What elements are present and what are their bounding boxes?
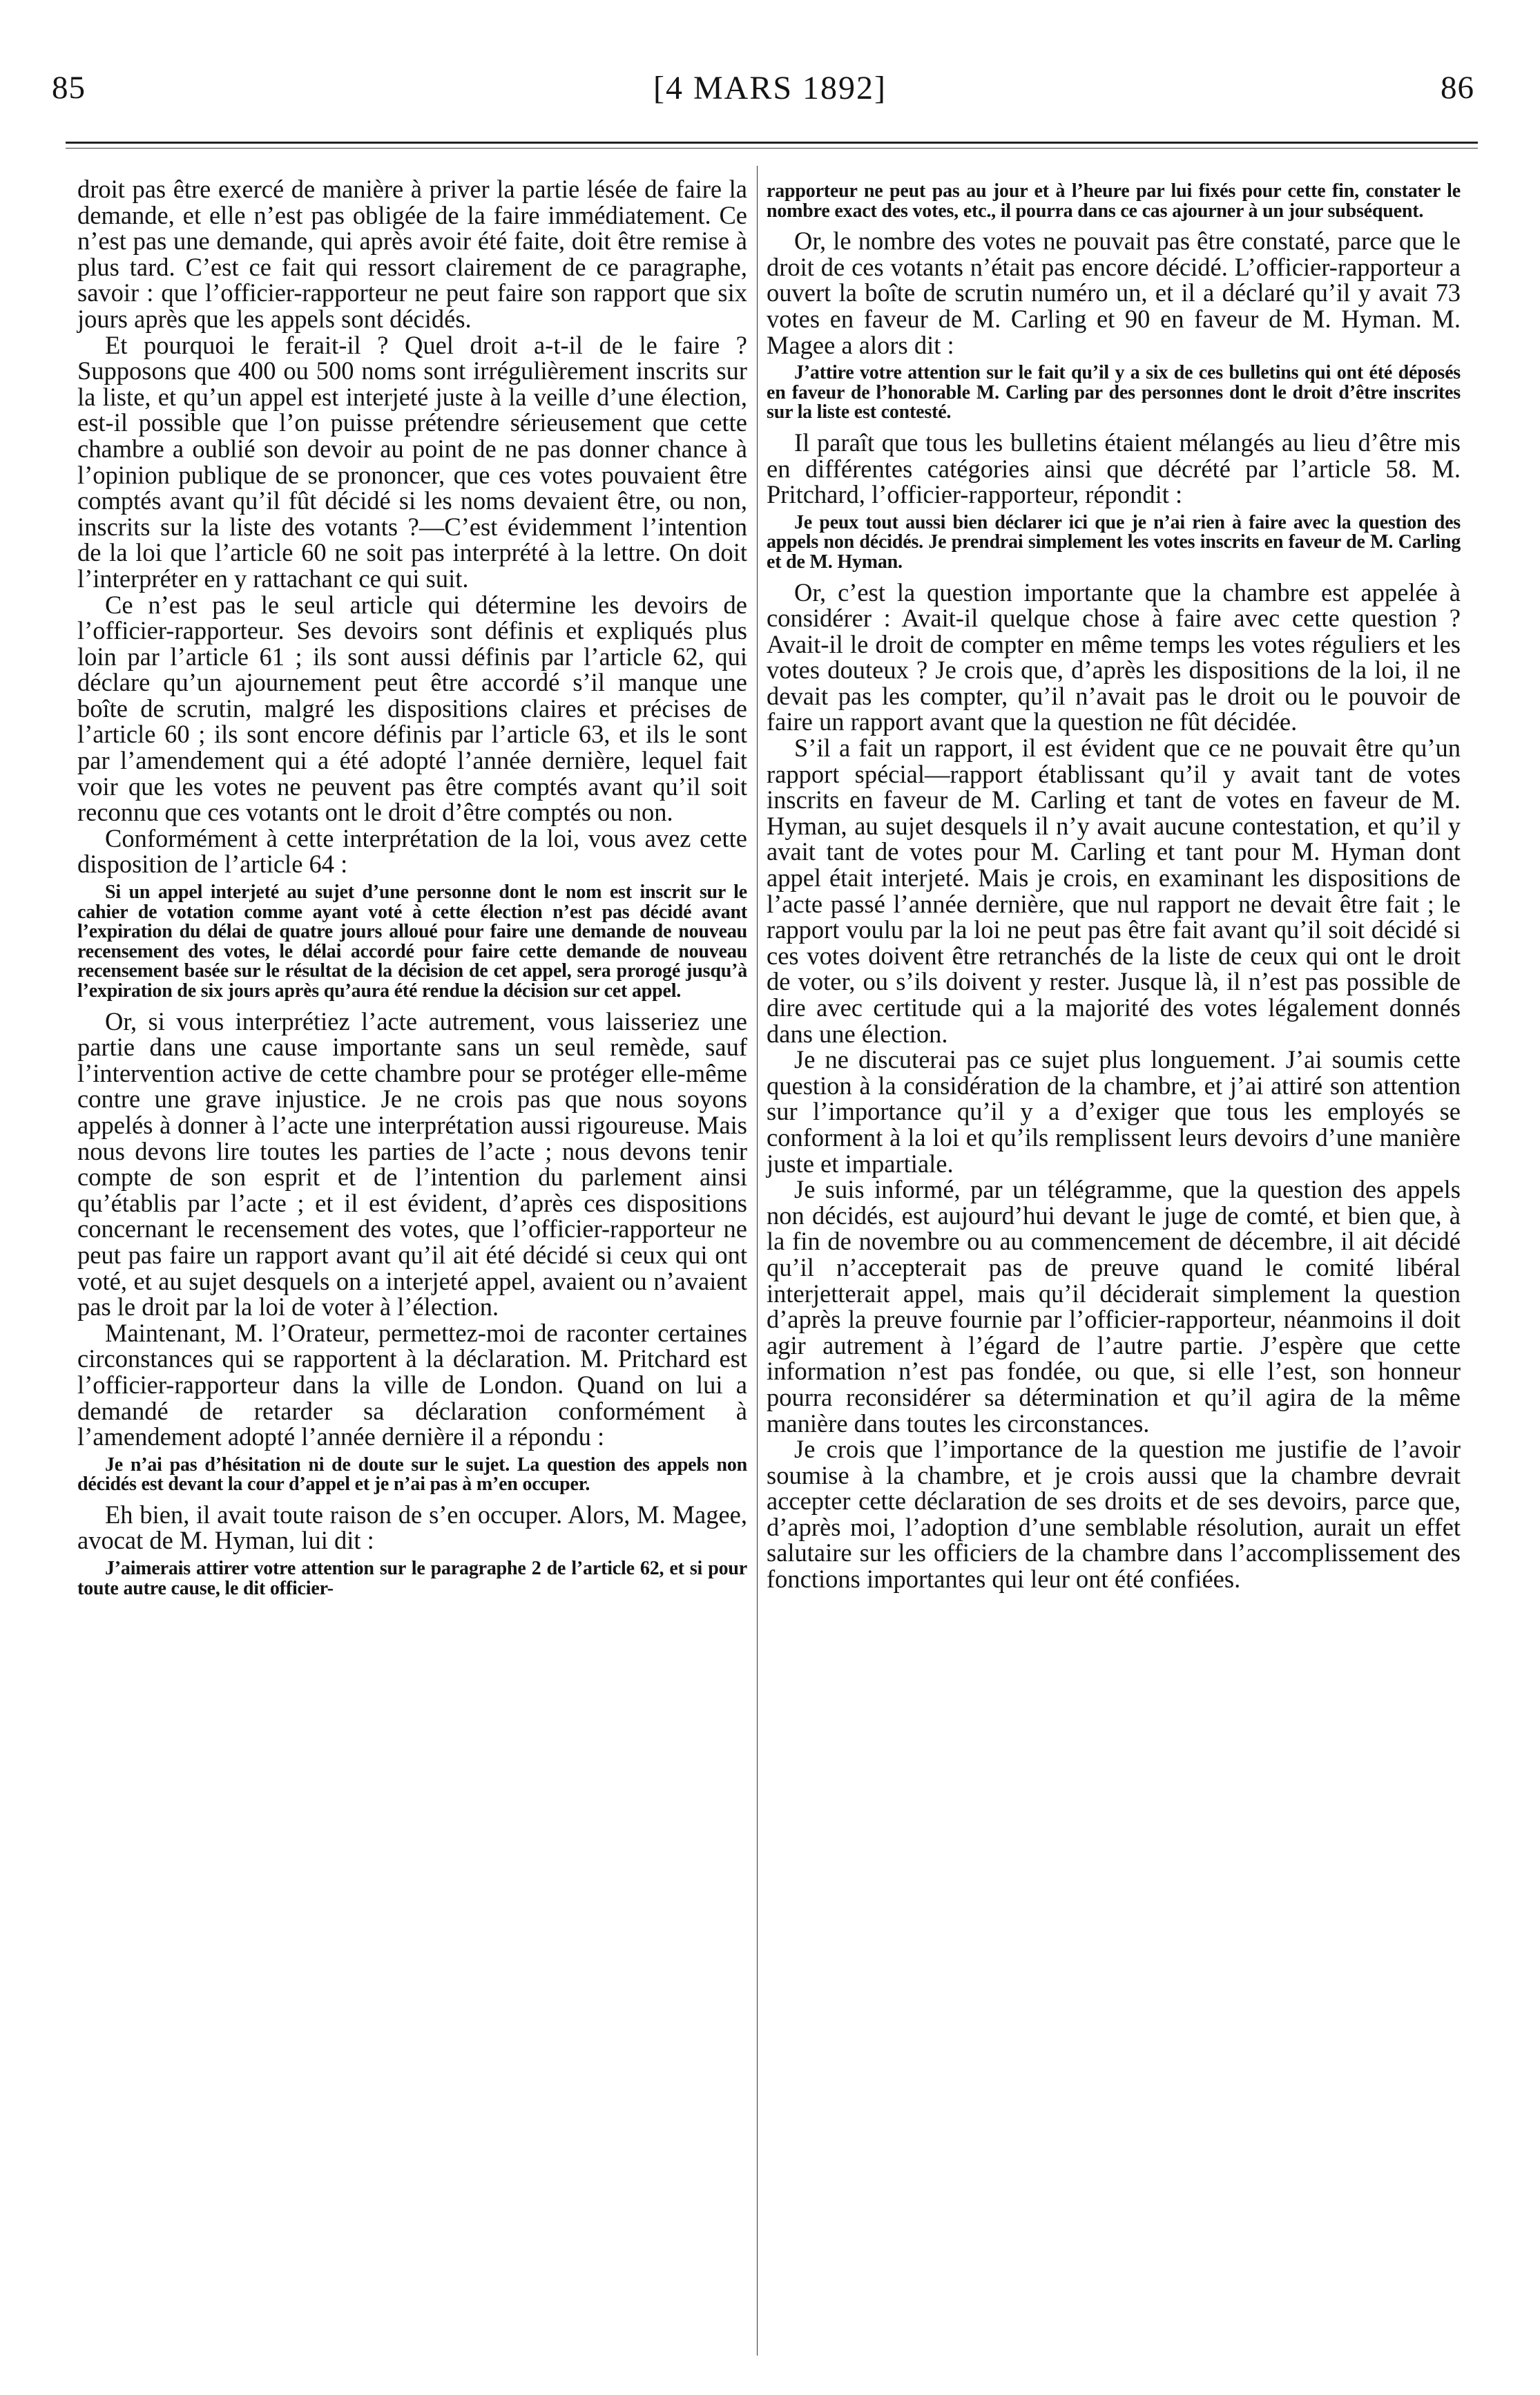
paragraph: Et pourquoi le ferait-il ? Quel droit a-t-il de le faire ? Supposons que 400 ou 500 noms sont irrégulièrement inscrits sur la liste, et qu’un appel est interjeté juste à la veille d’une élection, est-il possible que l’on puisse prétendre sérieusement que cette chambre a oublié son devoir au point de ne pas donner chance à l’opinion publique de se prononcer, que ces votes pouvaient être comptés avant qu’il fût décidé si les noms devaient être, ou non, inscrits sur la liste des votants ?—C’est évidemment l’intention de la loi que l’article 60 ne soit pas interprété à la lettre. On doit l’interpréter en y rattachant ce qui suit. xyxy=(77,330,747,593)
left-column xyxy=(77,176,747,1605)
header-rule-thick xyxy=(66,142,1478,144)
paragraph: Or, si vous interprétiez l’acte autrement, vous laisseriez une partie dans une cause importante sans un seul remède, sauf l’intervention active de cette chambre pour se protéger elle-même contre une grave injustice. Je ne crois pas que nous soyons appelés à donner à l’acte une interprétation aussi rigoureuse. Mais nous devons lire toutes les parties de l’acte ; nous devons tenir compte de son esprit et de l’intention du parlement ainsi qu’établis par l’acte ; et il est évident, d’après ces dispositions concernant le recensement des votes, que l’officier-rapporteur ne peut pas faire un rapport avant qu’il ait été décidé si ceux qui ont voté, et au sujet desquels on a interjeté appel, avaient ou n’avaient pas le droit par la loi de voter à l’élection. xyxy=(77,1006,747,1321)
paragraph: Il paraît que tous les bulletins étaient mélangés au lieu d’être mis en différentes catégories ainsi que décrété par l’article 58. M. Pritchard, l’officier-rapporteur, répondit : xyxy=(767,428,1461,509)
paragraph: S’il a fait un rapport, il est évident que ce ne pouvait être qu’un rapport spécial—rapport établissant qu’il y avait tant de votes inscrits en faveur de M. Carling et tant de votes en faveur de M. Hyman, au sujet desquels il n’y avait aucune contestation, et qu’il y avait tant de votes pour M. Carling et tant pour M. Hyman dont appel était interjeté. Mais je crois, en examinant les dispositions de l’acte passé l’année dernière, que nul rapport ne devait être fait ; le rapport voulu par la loi ne peut pas être fait avant qu’il soit décidé si ces votes doivent être retranchés de la liste de ceux qui ont le droit de voter, ou s’ils doivent y rester. Jusque là, il n’est pas possible de dire avec certitude qui a la majorité des votes légalement donnés dans une élection. xyxy=(767,734,1461,1048)
page-date: [4 MARS 1892] xyxy=(653,70,887,106)
header-rule-thin xyxy=(66,148,1478,149)
page-number-left: 85 xyxy=(52,70,86,106)
paragraph: Je ne discuterai pas ce sujet plus longuement. J’ai soumis cette question à la considération de la chambre, et j’ai attiré son attention sur l’importance qu’il y a d’exiger que tous les employés se conforment à la loi et qu’ils remplissent leurs devoirs d’une manière juste et impartiale. xyxy=(767,1045,1461,1178)
paragraph: Maintenant, M. l’Orateur, permettez-moi de raconter certaines circonstances qui se rapportent à la déclaration. M. Pritchard est l’officier-rapporteur dans la ville de London. Quand on lui a demandé de retarder sa déclaration conformément à l’amendement adopté l’année dernière il a répondu : xyxy=(77,1318,747,1451)
quoted-text: rapporteur ne peut pas au jour et à l’heure par lui fixés pour cette fin, constater le nombre exact des votes, etc., il pourra dans ce cas ajourner à un jour subséquent. xyxy=(767,180,1461,222)
quoted-text: J’aimerais attirer votre attention sur le paragraphe 2 de l’article 62, et si pour toute autre cause, le dit officier- xyxy=(77,1558,747,1599)
paragraph: Je crois que l’importance de la question me justifie de l’avoir soumise à la chambre, et je crois aussi que la chambre devrait accepter cette déclaration de ses droits et de ses devoirs, parce que, d’après moi, l’adoption d’une semblable résolution, aurait un effet salutaire sur les officiers de la chambre dans l’accomplissement des fonctions importantes qui leur ont été confiées. xyxy=(767,1435,1461,1594)
paragraph: Je suis informé, par un télégramme, que la question des appels non décidés, est aujourd’hui devant le juge de comté, et bien que, à la fin de novembre ou au commencement de décembre, il ait décidé qu’il n’accepterait pas de preuve quand le comité libéral interjetterait appel, mais qu’il déciderait simplement la question d’après la preuve fournie par l’officier-rapporteur, néanmoins il doit agir autrement à l’égard de l’autre partie. J’espère que cette information n’est pas fondée, ou que, si elle l’est, son honneur pourra reconsidérer sa détermination et qu’il agira de la même manière dans toutes les circonstances. xyxy=(767,1175,1461,1438)
quoted-text: Je n’ai pas d’hésitation ni de doute sur le sujet. La question des appels non décidés est devant la cour d’appel et je n’ai pas à m’en occuper. xyxy=(77,1453,747,1496)
paragraph: Or, le nombre des votes ne pouvait pas être constaté, parce que le droit de ces votants n’était pas encore décidé. L’officier-rapporteur a ouvert la boîte de scrutin numéro un, et il a déclaré qu’il y avait 73 votes en faveur de M. Carling et 90 en faveur de M. Hyman. M. Magee a alors dit : xyxy=(767,227,1461,359)
quoted-text: Je peux tout aussi bien déclarer ici que je n’ai rien à faire avec la question des appels non décidés. Je prendrai simplement les votes inscrits en faveur de M. Carling et de M. Hyman. xyxy=(767,511,1461,573)
page-number-right: 86 xyxy=(1441,70,1474,106)
quoted-text: J’attire votre attention sur le fait qu’il y a six de ces bulletins qui ont été déposés en faveur de l’honorable M. Carling par des personnes dont le droit d’être inscrites sur la liste est contesté. xyxy=(767,362,1461,423)
page-header xyxy=(0,0,1540,152)
paragraph: droit pas être exercé de manière à priver la partie lésée de faire la demande, et elle n’est pas obligée de la faire immédiatement. Ce n’est pas une demande, qui après avoir été faite, doit être remise à plus tard. C’est ce fait qui ressort clairement de ce paragraphe, savoir : que l’officier-rapporteur ne peut faire son rapport que six jours après que les appels sont décidés. xyxy=(77,175,747,333)
column-divider xyxy=(757,166,758,2356)
paragraph: Ce n’est pas le seul article qui détermine les devoirs de l’officier-rapporteur. Ses devoirs sont définis et expliqués plus loin par l’article 61 ; ils sont aussi définis par l’article 62, qui déclare qu’un ajournement peut être accordé s’il manque une boîte de scrutin, malgré les dispositions claires et précises de l’article 60 ; ils sont encore définis par l’article 63, et ils le sont par l’amendement qui a été adopté l’année dernière, lequel fait voir que les votes ne peuvent pas être comptés avant qu’il soit reconnu que ces votants ont le droit d’être comptés ou non. xyxy=(77,590,747,827)
paragraph: Eh bien, il avait toute raison de s’en occuper. Alors, M. Magee, avocat de M. Hyman, lui dit : xyxy=(77,1500,747,1555)
paragraph: Conformément à cette interprétation de la loi, vous avez cette disposition de l’article 64 : xyxy=(77,823,747,879)
right-column xyxy=(767,176,1461,1592)
quoted-text: Si un appel interjeté au sujet d’une personne dont le nom est inscrit sur le cahier de votation comme ayant voté à cette élection n’est pas décidé avant l’expiration du délai de quatre jours alloué pour faire une demande de nouveau recensement des votes, le délai accordé pour faire cette demande de nouveau recensement basée sur le résultat de la décision de cet appel, sera prorogé jusqu’à l’expiration de six jours après qu’aura été rendue la décision sur cet appel. xyxy=(77,881,747,1002)
paragraph: Or, c’est la question importante que la chambre est appelée à considérer : Avait-il quelque chose à faire avec cette question ? Avait-il le droit de compter en même temps les votes réguliers et les votes douteux ? Je crois que, d’après les dispositions de la loi, il ne devait pas les compter, qu’il n’avait pas le droit ou le pouvoir de faire un rapport avant que la question ne fût décidée. xyxy=(767,578,1461,736)
